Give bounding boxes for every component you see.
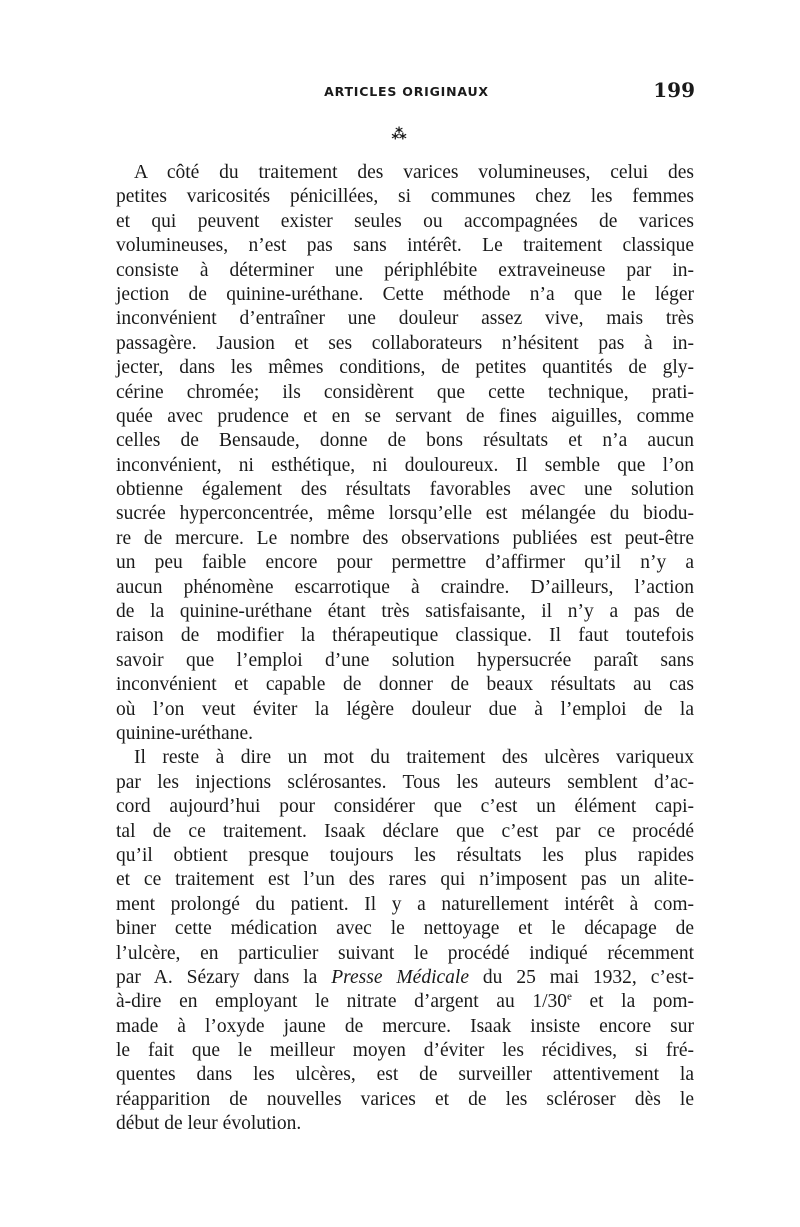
asterism-separator bbox=[0, 124, 800, 143]
text-line: obtienne également des résultats favorables avec une solution bbox=[116, 479, 694, 501]
text-segment: et la pom- bbox=[571, 991, 694, 1013]
text-line: raison de modifier la thérapeutique classique. Il faut toutefois bbox=[116, 625, 694, 647]
text-line: inconvénient d’entraîner une douleur assez vive, mais très bbox=[116, 308, 694, 330]
text-line: quinine-uréthane. bbox=[116, 722, 253, 744]
superscript: e bbox=[566, 990, 572, 1003]
journal-title: Presse Médicale bbox=[331, 966, 469, 988]
asterism-glyph: ⁂ bbox=[391, 125, 409, 143]
text-line: re de mercure. Le nombre des observations publiées est peut-être bbox=[116, 527, 694, 549]
text-line: le fait que le meilleur moyen d’éviter les récidives, si fré- bbox=[116, 1040, 694, 1062]
text-line: quée avec prudence et en se servant de fines aiguilles, comme bbox=[116, 405, 694, 427]
text-line bbox=[116, 966, 694, 990]
text-line: l’ulcère, en particulier suivant le procédé indiqué récemment bbox=[116, 942, 694, 964]
text-line: ment prolongé du patient. Il y a naturellement intérêt à com- bbox=[116, 893, 694, 915]
text-line: inconvénient et capable de donner de beaux résultats au cas bbox=[116, 674, 694, 696]
text-line: cérine chromée; ils considèrent que cette technique, prati- bbox=[116, 381, 694, 403]
text-line: où l’on veut éviter la légère douleur due à l’emploi de la bbox=[116, 698, 694, 720]
text-line: savoir que l’emploi d’une solution hypersucrée paraît sans bbox=[116, 649, 694, 671]
article-body bbox=[116, 161, 694, 1137]
text-line: A côté du traitement des varices volumineuses, celui des bbox=[134, 162, 694, 183]
text-line: réapparition de nouvelles varices et de les scléroser dès le bbox=[116, 1088, 694, 1110]
text-line: jection de quinine-uréthane. Cette méthode n’a que le léger bbox=[116, 283, 694, 305]
text-segment: par A. Sézary dans la bbox=[116, 966, 332, 988]
text-line: quentes dans les ulcères, est de surveiller attentivement la bbox=[116, 1064, 694, 1086]
text-line: inconvénient, ni esthétique, ni douloureux. Il semble que l’on bbox=[116, 454, 694, 476]
text-line: made à l’oxyde jaune de mercure. Isaak insiste encore sur bbox=[116, 1015, 694, 1037]
text-line: consiste à déterminer une périphlébite extraveineuse par in- bbox=[116, 259, 694, 281]
section-title: ARTICLES ORIGINAUX bbox=[324, 84, 489, 99]
page-number: 199 bbox=[653, 78, 695, 102]
text-line: cord aujourd’hui pour considérer que c’est un élément capi- bbox=[116, 796, 694, 818]
text-line: début de leur évolution. bbox=[116, 1113, 302, 1135]
text-line: sucrée hyperconcentrée, même lorsqu’elle est mélangée du biodu- bbox=[116, 503, 694, 525]
text-line: biner cette médication avec le nettoyage et le décapage de bbox=[116, 918, 694, 940]
running-header bbox=[118, 78, 695, 102]
text-line: aucun phénomène escarrotique à craindre. D’ailleurs, l’action bbox=[116, 576, 694, 598]
text-line: volumineuses, n’est pas sans intérêt. Le traitement classique bbox=[116, 235, 694, 257]
text-line: jecter, dans les mêmes conditions, de petites quantités de gly- bbox=[116, 357, 694, 379]
text-line: qu’il obtient presque toujours les résultats les plus rapides bbox=[116, 844, 694, 866]
text-line: celles de Bensaude, donne de bons résultats et n’a aucun bbox=[116, 430, 694, 452]
text-line: de la quinine-uréthane étant très satisfaisante, il n’y a pas de bbox=[116, 601, 694, 623]
text-segment: à-dire en employant le nitrate d’argent au 1/30 bbox=[116, 991, 567, 1013]
text-line: et ce traitement est l’un des rares qui n’imposent pas un alite- bbox=[116, 869, 694, 891]
text-line: tal de ce traitement. Isaak déclare que c’est par ce procédé bbox=[116, 820, 694, 842]
text-line: Il reste à dire un mot du traitement des ulcères variqueux bbox=[134, 747, 694, 769]
text-segment: du 25 mai 1932, c’est- bbox=[468, 966, 694, 988]
text-line: passagère. Jausion et ses collaborateurs n’hésitent pas à in- bbox=[116, 332, 694, 354]
text-line: petites varicosités pénicillées, si communes chez les femmes bbox=[116, 186, 694, 208]
text-line: un peu faible encore pour permettre d’affirmer qu’il n’y a bbox=[116, 552, 694, 574]
text-line bbox=[116, 990, 694, 1014]
text-line: par les injections sclérosantes. Tous les auteurs semblent d’ac- bbox=[116, 771, 694, 793]
text-line: et qui peuvent exister seules ou accompagnées de varices bbox=[116, 210, 694, 232]
